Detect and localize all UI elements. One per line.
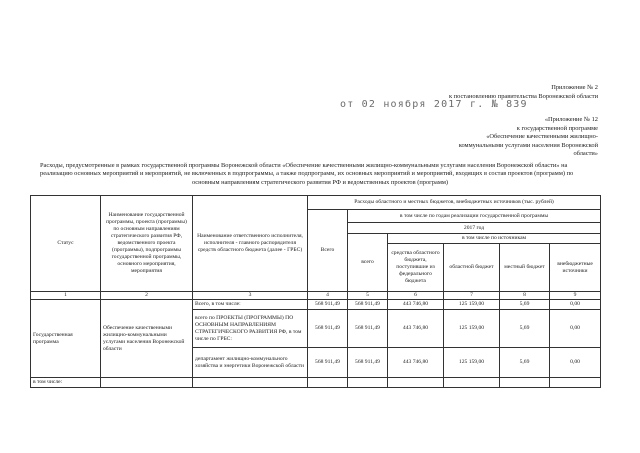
row-label: департамент жилищно-коммунального хозяйства и энергетики Воронежской области	[193, 348, 308, 378]
intro-line1: Расходы, предусмотренные в рамках государственной программы Воронежской области «Обеспечение качественными жилищно-коммунальными услугами населения Воронежской области» на	[40, 162, 568, 169]
row-federal: 443 746,80	[388, 348, 444, 378]
status-cell: Государственная программа	[31, 300, 101, 378]
row-local: 5,69	[500, 310, 550, 348]
footer-label: в том числе:	[31, 378, 101, 388]
annex-12-line2: к государственной программе	[516, 124, 598, 132]
row-label: Всего, в том числе:	[193, 300, 308, 310]
col-number: 3	[193, 292, 308, 300]
col-number: 2	[101, 292, 193, 300]
header-total: Всего	[308, 210, 348, 292]
col-number: 6	[388, 292, 444, 300]
header-year: 2017 год	[348, 223, 601, 234]
row-total: 568 911,49	[308, 310, 348, 348]
row-extra: 0,00	[550, 300, 601, 310]
empty-cell	[550, 378, 601, 388]
empty-cell	[388, 378, 444, 388]
row-vsego: 568 911,49	[348, 300, 388, 310]
annex-2-line1: Приложение № 2	[551, 84, 598, 91]
document-intro	[40, 162, 600, 187]
row-regional: 125 159,00	[444, 348, 500, 378]
col-number: 1	[31, 292, 101, 300]
annex-12-line4: коммунальными услугами населения Воронежской	[458, 141, 598, 149]
header-by-sources: в том числе по источникам	[388, 234, 601, 244]
row-vsego: 568 911,49	[348, 348, 388, 378]
annex-12-line3: «Обеспечение качественными жилищно-	[486, 133, 598, 141]
annex-12-header	[459, 116, 598, 159]
col-number: 7	[444, 292, 500, 300]
date-stamp: от 02 ноября 2017 г. № 839	[340, 99, 528, 110]
intro-line2: реализацию основных мероприятий и мероприятий, не включенных в подпрограммы, а также подпрограмм, их основных мероприятий и мероприятий, входящих в состав проектов (программ) по	[40, 170, 574, 178]
col-number: 8	[500, 292, 550, 300]
row-local: 5,69	[500, 300, 550, 310]
row-federal: 443 746,80	[388, 300, 444, 310]
annex-12-line1: «Приложение № 12	[544, 116, 598, 123]
table-row	[31, 300, 601, 310]
empty-cell	[193, 378, 308, 388]
row-total: 568 911,49	[308, 348, 348, 378]
row-extra: 0,00	[550, 348, 601, 378]
row-regional: 125 159,00	[444, 300, 500, 310]
header-local: местный бюджет	[500, 244, 550, 292]
col-number: 5	[348, 292, 388, 300]
empty-cell	[444, 378, 500, 388]
header-by-years: в том числе по годам реализации государственной программы	[348, 210, 601, 223]
row-label: всего по ПРОЕКТЫ (ПРОГРАММЫ) ПО ОСНОВНЫМ НАПРАВЛЕНИЯМ СТРАТЕГИЧЕСКОГО РАЗВИТИЯ РФ, в том числе по ГРБС:	[193, 310, 308, 348]
empty-cell	[101, 378, 193, 388]
header-vsego: всего	[348, 234, 388, 292]
empty-cell	[348, 378, 388, 388]
row-local: 5,69	[500, 348, 550, 378]
header-responsible: Наименование ответственного исполнителя, исполнителя - главного распорядителя средств областного бюджета (далее - ГРБС)	[193, 196, 308, 292]
row-extra: 0,00	[550, 310, 601, 348]
row-total: 568 911,49	[308, 300, 348, 310]
empty-cell	[308, 378, 348, 388]
row-vsego: 568 911,49	[348, 310, 388, 348]
header-expenses: Расходы областного и местных бюджетов, внебюджетных источников (тыс. рублей)	[308, 196, 601, 210]
column-numbers-row	[31, 292, 601, 300]
header-program-name: Наименование государственной программы, проекта (программы) по основным направлениям стратегического развития РФ, ведомственного проекта (программы), подпрограммы государственной программы, основного мероприятия, мероприятия	[101, 196, 193, 292]
header-extra: внебюджетные источники	[550, 244, 601, 292]
header-status: Статус	[31, 196, 101, 292]
intro-line3: основным направлениям стратегического развития РФ и ведомственных проектов (программ)	[191, 178, 449, 186]
expenses-table	[30, 195, 601, 388]
table-row	[31, 378, 601, 388]
row-regional: 125 159,00	[444, 310, 500, 348]
header-federal: средства областного бюджета, поступившие из федерального бюджета	[388, 244, 444, 292]
col-number: 9	[550, 292, 601, 300]
empty-cell	[500, 378, 550, 388]
program-name-cell: Обеспечение качественными жилищно-коммунальными услугами населения Воронежской области	[101, 300, 193, 378]
row-federal: 443 746,80	[388, 310, 444, 348]
col-number: 4	[308, 292, 348, 300]
header-regional: областной бюджет	[444, 244, 500, 292]
annex-12-line5: области»	[573, 150, 598, 158]
annex-2-line2: к постановлению правительства Воронежской области	[448, 92, 598, 100]
